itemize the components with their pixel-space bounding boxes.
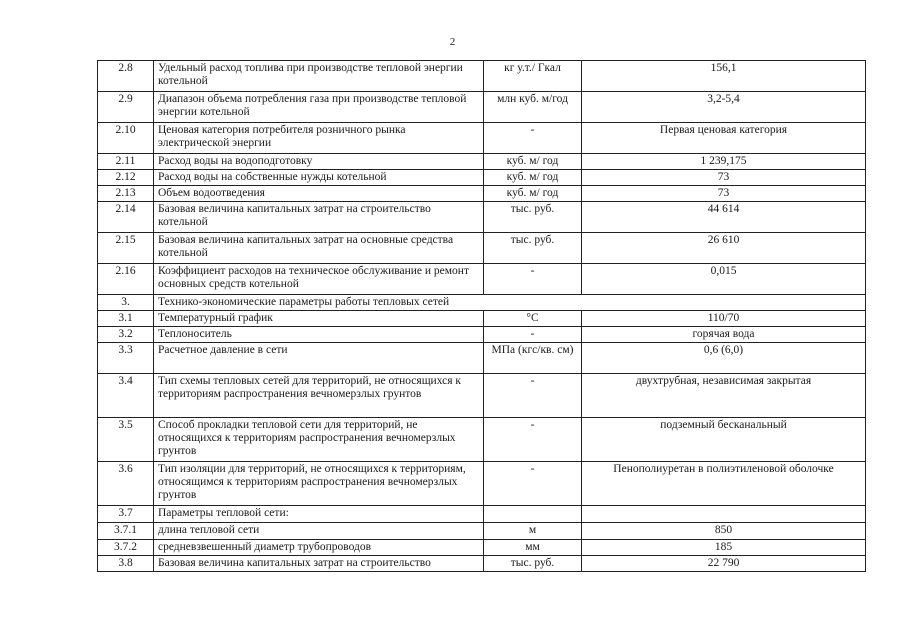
- value: Пенополиуретан в полиэтиленовой оболочке: [582, 462, 866, 506]
- value: 185: [582, 540, 866, 556]
- value: горячая вода: [582, 327, 866, 343]
- parameter-name: Диапазон объема потребления газа при производстве тепловой энергии котельной: [154, 92, 484, 123]
- unit: -: [484, 327, 582, 343]
- unit: тыс. руб.: [484, 202, 582, 233]
- row-number: 3.5: [98, 418, 154, 462]
- table-row: [98, 61, 866, 92]
- value: 0,015: [582, 264, 866, 295]
- value: двухтрубная, независимая закрытая: [582, 374, 866, 418]
- parameter-name: Коэффициент расходов на техническое обслуживание и ремонт основных средств котельной: [154, 264, 484, 295]
- table-row: [98, 343, 866, 374]
- parameter-name: средневзвешенный диаметр трубопроводов: [154, 540, 484, 556]
- section-title: Технико-экономические параметры работы тепловых сетей: [154, 295, 866, 311]
- value: 3,2-5,4: [582, 92, 866, 123]
- table-row: [98, 556, 866, 572]
- unit: °С: [484, 311, 582, 327]
- unit: тыс. руб.: [484, 556, 582, 572]
- value: 156,1: [582, 61, 866, 92]
- unit: -: [484, 462, 582, 506]
- row-number: 2.11: [98, 154, 154, 170]
- row-number: 3.2: [98, 327, 154, 343]
- row-number: 3.1: [98, 311, 154, 327]
- row-number: 2.8: [98, 61, 154, 92]
- parameter-name: Теплоноситель: [154, 327, 484, 343]
- row-number: 3.4: [98, 374, 154, 418]
- parameters-table: [97, 60, 866, 572]
- value: 73: [582, 186, 866, 202]
- value: 110/70: [582, 311, 866, 327]
- unit: -: [484, 374, 582, 418]
- unit: -: [484, 123, 582, 154]
- value: 850: [582, 523, 866, 540]
- table-row: [98, 186, 866, 202]
- row-number: 2.16: [98, 264, 154, 295]
- table-row: [98, 264, 866, 295]
- value: 0,6 (6,0): [582, 343, 866, 374]
- value: 22 790: [582, 556, 866, 572]
- page-number: 2: [449, 36, 456, 48]
- table-row: [98, 154, 866, 170]
- table-row: [98, 123, 866, 154]
- row-number: 3.6: [98, 462, 154, 506]
- unit: мм: [484, 540, 582, 556]
- row-number: 2.12: [98, 170, 154, 186]
- value: [582, 506, 866, 523]
- parameter-name: Базовая величина капитальных затрат на основные средства котельной: [154, 233, 484, 264]
- unit: куб. м/ год: [484, 186, 582, 202]
- table-row: [98, 233, 866, 264]
- row-number: 3.7.2: [98, 540, 154, 556]
- parameter-name: Тип схемы тепловых сетей для территорий, не относящихся к территориям распространения вечномерзлых грунтов: [154, 374, 484, 418]
- row-number: 2.15: [98, 233, 154, 264]
- unit: -: [484, 418, 582, 462]
- parameter-name: Расход воды на собственные нужды котельной: [154, 170, 484, 186]
- table-row: [98, 311, 866, 327]
- unit: млн куб. м/год: [484, 92, 582, 123]
- value: Первая ценовая категория: [582, 123, 866, 154]
- parameter-name: Ценовая категория потребителя розничного рынка электрической энергии: [154, 123, 484, 154]
- table-row: [98, 92, 866, 123]
- parameter-name: Тип изоляции для территорий, не относящихся к территориям, относящимся к территориям распространения вечномерзлых грунтов: [154, 462, 484, 506]
- parameter-name: Объем водоотведения: [154, 186, 484, 202]
- table-row: [98, 523, 866, 540]
- unit: -: [484, 264, 582, 295]
- parameter-name: Способ прокладки тепловой сети для территорий, не относящихся к территориям распространения вечномерзлых грунтов: [154, 418, 484, 462]
- value: 1 239,175: [582, 154, 866, 170]
- table-row: [98, 418, 866, 462]
- row-number: 3.8: [98, 556, 154, 572]
- unit: тыс. руб.: [484, 233, 582, 264]
- parameter-name: Удельный расход топлива при производстве тепловой энергии котельной: [154, 61, 484, 92]
- value: подземный бесканальный: [582, 418, 866, 462]
- unit: куб. м/ год: [484, 170, 582, 186]
- parameter-name: длина тепловой сети: [154, 523, 484, 540]
- table-row: [98, 327, 866, 343]
- table-row: [98, 202, 866, 233]
- row-number: 2.14: [98, 202, 154, 233]
- unit: МПа (кгс/кв. см): [484, 343, 582, 374]
- parameter-name: Базовая величина капитальных затрат на строительство котельной: [154, 202, 484, 233]
- table-row: [98, 540, 866, 556]
- table-row: [98, 462, 866, 506]
- row-number: 3.3: [98, 343, 154, 374]
- unit: [484, 506, 582, 523]
- section-row: [98, 295, 866, 311]
- unit: кг у.т./ Гкал: [484, 61, 582, 92]
- unit: м: [484, 523, 582, 540]
- row-number: 3.7.1: [98, 523, 154, 540]
- section-number: 3.: [98, 295, 154, 311]
- table-row: [98, 374, 866, 418]
- value: 73: [582, 170, 866, 186]
- parameter-name: Расчетное давление в сети: [154, 343, 484, 374]
- row-number: 2.13: [98, 186, 154, 202]
- table-row: [98, 506, 866, 523]
- row-number: 3.7: [98, 506, 154, 523]
- parameter-name: Расход воды на водоподготовку: [154, 154, 484, 170]
- parameter-name: Температурный график: [154, 311, 484, 327]
- row-number: 2.9: [98, 92, 154, 123]
- parameter-name: Базовая величина капитальных затрат на строительство: [154, 556, 484, 572]
- table-row: [98, 170, 866, 186]
- row-number: 2.10: [98, 123, 154, 154]
- value: 26 610: [582, 233, 866, 264]
- parameter-name: Параметры тепловой сети:: [154, 506, 484, 523]
- value: 44 614: [582, 202, 866, 233]
- unit: куб. м/ год: [484, 154, 582, 170]
